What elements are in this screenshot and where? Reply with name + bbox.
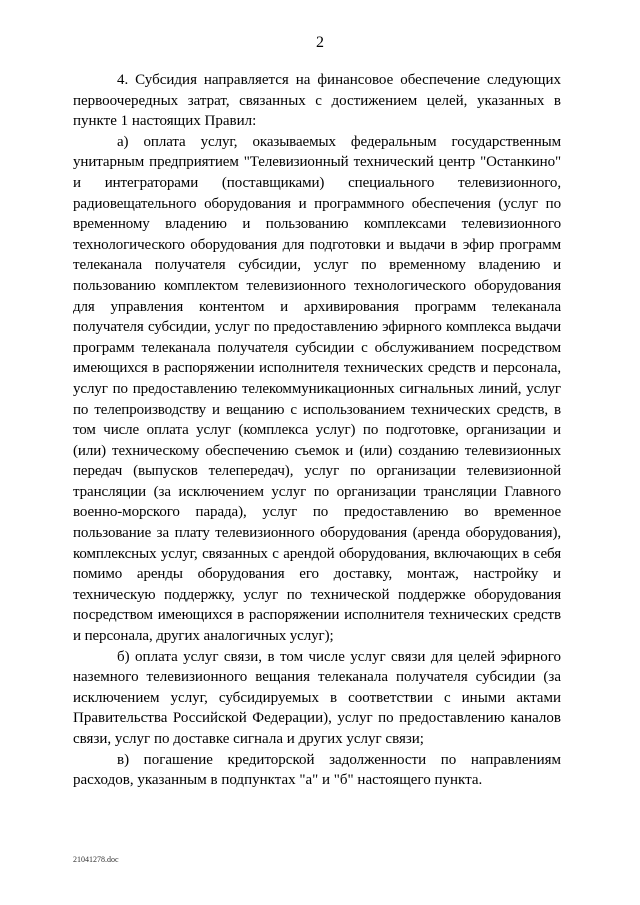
document-body: [73, 70, 561, 791]
footer-filename: 21041278.doc: [73, 855, 119, 864]
page-number: 2: [316, 34, 324, 51]
paragraph-4c: в) погашение кредиторской задолженности по направлениям расходов, указанным в подпунктах "а" и "б" настоящего пункта.: [73, 751, 561, 789]
paragraph-4b: б) оплата услуг связи, в том числе услуг связи для целей эфирного наземного телевизионного вещания телеканала получателя субсидии (за исключением услуг, субсидируемых в соответствии с иными актами Правительства Российской Федерации), услуг по предоставлению каналов связи, услуг по доставке сигнала и других услуг связи;: [73, 648, 561, 747]
paragraph-4a: а) оплата услуг, оказываемых федеральным государственным унитарным предприятием "Телевизионный технический центр "Останкино" и интеграторами (поставщиками) специального телевизионного, радиовещательного оборудования и программного обеспечения (услуг по временному владению и пользованию комплексами телевизионного технологического оборудования для подготовки и выдачи в эфир программ телеканала получателя субсидии, услуг по временному владению и пользованию комплектом телевизионного технологического оборудования для управления контентом и архивирования программ телеканала получателя субсидии, услуг по предоставлению эфирного комплекса выдачи программ телеканала получателя субсидии с обслуживанием посредством имеющихся в распоряжении исполнителя технических средств и персонала, услуг по предоставлению телекоммуникационных сигнальных линий, услуг по телепроизводству и вещанию с использованием технических средств, в том числе оплата услуг (комплекса услуг) по подготовке, организации и (или) техническому обеспечению съемок и (или) созданию телевизионных передач (выпусков телепередач), услуг по организации телевизионной трансляции (за исключением услуг по организации трансляции Главного военно-морского парада), услуг по предоставлению во временное пользование за плату телевизионного оборудования (аренда оборудования), комплексных услуг, связанных с арендой оборудования, включающих в себя помимо аренды оборудования его доставку, монтаж, настройку и техническую поддержку, услуг по технической поддержке оборудования посредством имеющихся в распоряжении исполнителя технических средств и персонала, других аналогичных услуг);: [73, 133, 561, 645]
paragraph-4: 4. Субсидия направляется на финансовое обеспечение следующих первоочередных затрат, связанных с достижением целей, указанных в пункте 1 настоящих Правил:: [73, 72, 561, 130]
